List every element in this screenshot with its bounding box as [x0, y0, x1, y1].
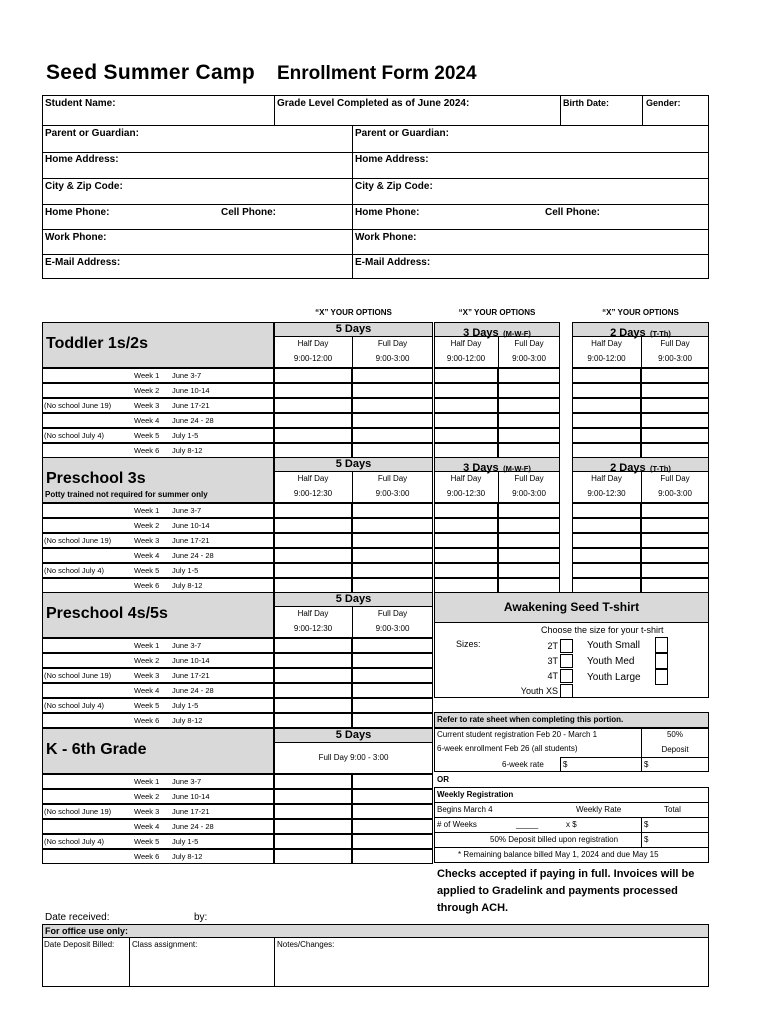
toddler-2day-half-checkbox[interactable]: [572, 428, 641, 443]
pre3-half-day-checkbox[interactable]: [274, 533, 352, 548]
week-label: Week 5: [134, 837, 160, 846]
current-student-registration: Current student registration Feb 20 - March 1: [437, 730, 598, 739]
k6-full-day-checkbox-2[interactable]: [352, 774, 433, 789]
week-label: Week 4: [134, 686, 160, 695]
week-dates: June 3-7: [172, 777, 202, 786]
home-address-label: Home Address:: [45, 154, 119, 165]
week-dates: June 10-14: [172, 386, 210, 395]
toddler-3day-half-checkbox[interactable]: [434, 383, 498, 398]
home-address-label-2: Home Address:: [355, 154, 429, 165]
deposit-billed-label: 50% Deposit billed upon registration: [490, 835, 619, 844]
pre3-3day-full-label: Full Day: [514, 474, 544, 483]
tshirt-size-label: 3T: [547, 656, 558, 666]
weekly-registration-title: Weekly Registration: [437, 790, 514, 799]
total-label: Total: [664, 805, 681, 814]
tshirt-size-checkbox[interactable]: [560, 639, 573, 653]
week-dates: June 3-7: [172, 641, 202, 650]
week-label: Week 5: [134, 431, 160, 440]
pre45-half-day-checkbox[interactable]: [274, 638, 352, 653]
week-label: Week 6: [134, 581, 160, 590]
pre3-2day-half-checkbox[interactable]: [572, 518, 641, 533]
checks-note: Checks accepted if paying in full. Invoices will be applied to Gradelink and payments processed through ACH.: [437, 868, 695, 914]
week-label: Week 3: [134, 401, 160, 410]
pre3-3day-half-label: Half Day: [450, 474, 482, 483]
toddler-3day-full-checkbox[interactable]: [498, 443, 560, 458]
toddler-full-day-checkbox[interactable]: [352, 428, 433, 443]
pre3-3day-full-checkbox[interactable]: [498, 518, 560, 533]
pre45-full-day-checkbox[interactable]: [352, 638, 433, 653]
toddler-half-day-checkbox[interactable]: [274, 428, 352, 443]
tshirt-size-label: 2T: [547, 641, 558, 651]
k6-full-day-checkbox[interactable]: [274, 819, 352, 834]
cell-phone-label-2: Cell Phone:: [545, 207, 601, 218]
toddler-2day-label: 2 Days: [610, 327, 646, 339]
tshirt-youth-size-label: Youth Large: [587, 672, 641, 683]
pre3-3day-half-checkbox[interactable]: [434, 518, 498, 533]
week-dates: July 8-12: [172, 852, 203, 861]
toddler-2day-half-checkbox[interactable]: [572, 443, 641, 458]
k6-full-day-checkbox-2[interactable]: [352, 804, 433, 819]
k6-full-day-checkbox-2[interactable]: [352, 789, 433, 804]
notes-changes-label: Notes/Changes:: [277, 940, 335, 949]
pre3-2day-full-label: Full Day: [660, 474, 690, 483]
toddler-3day-full-checkbox[interactable]: [498, 413, 560, 428]
email-label: E-Mail Address:: [45, 257, 121, 268]
tshirt-size-label: 4T: [547, 671, 558, 681]
pre3-2day-full-time: 9:00-3:00: [658, 489, 692, 498]
or-label: OR: [437, 775, 449, 784]
week-note: (No school June 19): [44, 807, 112, 816]
tshirt-size-checkbox[interactable]: [560, 669, 573, 683]
k6-full-day-time: Full Day 9:00 - 3:00: [318, 753, 389, 762]
k6-full-day-checkbox-2[interactable]: [352, 819, 433, 834]
week-label: Week 4: [134, 416, 160, 425]
toddler-2day-full-checkbox[interactable]: [641, 443, 709, 458]
pre3-3day-half-checkbox[interactable]: [434, 533, 498, 548]
city-zip-label: City & Zip Code:: [45, 181, 123, 192]
toddler-3day-full-checkbox[interactable]: [498, 368, 560, 383]
tshirt-youth-size-label: Youth Med: [587, 656, 635, 667]
pre3-2day-full-checkbox[interactable]: [641, 548, 709, 563]
week-dates: June 17-21: [172, 671, 210, 680]
pre45-full-day-checkbox[interactable]: [352, 683, 433, 698]
six-week-rate-field: $: [563, 760, 568, 769]
pre3-2day-full-checkbox[interactable]: [641, 503, 709, 518]
pre3-full-day-checkbox[interactable]: [352, 548, 433, 563]
toddler-2day-full-label: Full Day: [660, 339, 690, 348]
weekly-total-field: $: [644, 820, 649, 829]
week-label: Week 2: [134, 386, 160, 395]
toddler-2day-half-time: 9:00-12:00: [587, 354, 626, 363]
pre45-half-day-checkbox[interactable]: [274, 653, 352, 668]
toddler-3day-full-time: 9:00-3:00: [512, 354, 546, 363]
pre3-3day-full-checkbox[interactable]: [498, 578, 560, 593]
toddler-2day-days: (T-Th): [650, 329, 671, 338]
received-by-label: by:: [194, 912, 208, 923]
k6-program-title: K - 6th Grade: [46, 741, 147, 758]
pre45-full-day-checkbox[interactable]: [352, 698, 433, 713]
toddler-2day-full-time: 9:00-3:00: [658, 354, 692, 363]
week-label: Week 3: [134, 807, 160, 816]
tshirt-size-checkbox[interactable]: [560, 684, 573, 698]
tshirt-youth-size-label: Youth Small: [587, 640, 640, 651]
k6-5day-label: 5 Days: [335, 729, 372, 741]
week-label: Week 3: [134, 671, 160, 680]
pre45-full-day-label: Full Day: [377, 609, 408, 618]
toddler-3day-half-checkbox[interactable]: [434, 428, 498, 443]
toddler-full-day-checkbox[interactable]: [352, 398, 433, 413]
pre45-half-day-checkbox[interactable]: [274, 698, 352, 713]
toddler-half-day-checkbox[interactable]: [274, 413, 352, 428]
pre45-half-day-checkbox[interactable]: [274, 683, 352, 698]
pre3-full-day-checkbox[interactable]: [352, 533, 433, 548]
pre45-full-day-checkbox[interactable]: [352, 713, 433, 728]
toddler-half-day-label: Half Day: [297, 339, 329, 348]
week-note: (No school July 4): [44, 431, 105, 440]
remaining-balance-note: * Remaining balance billed May 1, 2024 and due May 15: [458, 850, 659, 859]
work-phone-label-2: Work Phone:: [355, 232, 417, 243]
student-name-label: Student Name:: [45, 98, 116, 109]
pre3-3day-days: (M-W-F): [503, 464, 531, 473]
pre3-full-day-label: Full Day: [377, 474, 408, 483]
toddler-2day-half-label: Half Day: [591, 339, 622, 348]
week-label: Week 4: [134, 822, 160, 831]
pre3-2day-full-checkbox[interactable]: [641, 518, 709, 533]
week-dates: June 10-14: [172, 792, 210, 801]
deposit-percent: 50%: [666, 730, 683, 739]
week-dates: June 17-21: [172, 807, 210, 816]
tshirt-youth-size-checkbox[interactable]: [655, 653, 668, 669]
toddler-2day-half-checkbox[interactable]: [572, 368, 641, 383]
pre3-half-day-checkbox[interactable]: [274, 578, 352, 593]
week-dates: June 24 - 28: [172, 416, 214, 425]
week-note: (No school June 19): [44, 671, 112, 680]
pre3-subtitle: Potty trained not required for summer only: [45, 490, 208, 499]
toddler-half-day-checkbox[interactable]: [274, 398, 352, 413]
pre3-2day-full-checkbox[interactable]: [641, 563, 709, 578]
pre3-half-day-checkbox[interactable]: [274, 563, 352, 578]
k6-full-day-checkbox[interactable]: [274, 849, 352, 864]
week-label: Week 6: [134, 852, 160, 861]
toddler-2day-full-checkbox[interactable]: [641, 428, 709, 443]
k6-full-day-checkbox[interactable]: [274, 834, 352, 849]
pre3-2day-half-checkbox[interactable]: [572, 578, 641, 593]
begins-label: Begins March 4: [437, 805, 493, 814]
pre3-half-day-checkbox[interactable]: [274, 503, 352, 518]
k6-full-day-checkbox[interactable]: [274, 804, 352, 819]
week-dates: July 1-5: [172, 701, 199, 710]
pre3-2day-half-checkbox[interactable]: [572, 563, 641, 578]
tshirt-title: Awakening Seed T-shirt: [503, 600, 640, 614]
week-label: Week 6: [134, 446, 160, 455]
week-label: Week 6: [134, 716, 160, 725]
pre3-2day-label: 2 Days: [610, 462, 646, 474]
week-label: Week 1: [134, 641, 160, 650]
week-dates: June 17-21: [172, 536, 210, 545]
week-dates: July 8-12: [172, 446, 203, 455]
k6-full-day-checkbox[interactable]: [274, 789, 352, 804]
pre3-full-day-checkbox[interactable]: [352, 518, 433, 533]
options-header-2day: “X” YOUR OPTIONS: [602, 308, 679, 317]
weekly-rate-label: Weekly Rate: [576, 805, 622, 814]
pre3-2day-half-checkbox[interactable]: [572, 548, 641, 563]
week-label: Week 1: [134, 506, 160, 515]
week-label: Week 4: [134, 551, 160, 560]
toddler-half-day-time: 9:00-12:00: [293, 354, 333, 363]
week-label: Week 2: [134, 521, 160, 530]
toddler-2day-full-checkbox[interactable]: [641, 398, 709, 413]
toddler-3day-full-checkbox[interactable]: [498, 428, 560, 443]
deposit-billed-field: $: [644, 835, 649, 844]
toddler-3day-full-label: Full Day: [514, 339, 544, 348]
pre45-full-day-checkbox[interactable]: [352, 668, 433, 683]
cell-phone-label: Cell Phone:: [221, 207, 277, 218]
week-dates: July 1-5: [172, 837, 199, 846]
date-received-label: Date received:: [45, 912, 110, 923]
toddler-3day-full-checkbox[interactable]: [498, 398, 560, 413]
toddler-2day-half-checkbox[interactable]: [572, 383, 641, 398]
pre3-3day-half-checkbox[interactable]: [434, 563, 498, 578]
toddler-3day-full-checkbox[interactable]: [498, 383, 560, 398]
week-dates: June 3-7: [172, 506, 202, 515]
office-use-header: [42, 924, 709, 938]
options-header-3day: “X” YOUR OPTIONS: [458, 308, 536, 317]
pre45-full-day-time: 9:00-3:00: [375, 624, 410, 633]
k6-full-day-checkbox-2[interactable]: [352, 849, 433, 864]
week-dates: June 24 - 28: [172, 551, 214, 560]
pre45-half-day-checkbox[interactable]: [274, 713, 352, 728]
date-deposit-billed-label: Date Deposit Billed:: [44, 940, 115, 949]
week-dates: June 17-21: [172, 401, 210, 410]
parent-guardian-label-2: Parent or Guardian:: [355, 128, 449, 139]
toddler-full-day-checkbox[interactable]: [352, 413, 433, 428]
deposit-label: Deposit: [661, 745, 689, 754]
pre3-3day-half-checkbox[interactable]: [434, 578, 498, 593]
pre3-half-day-label: Half Day: [297, 474, 329, 483]
week-dates: July 1-5: [172, 566, 199, 575]
toddler-5day-label: 5 Days: [335, 323, 372, 335]
toddler-3day-days: (M-W-F): [503, 329, 531, 338]
pre3-3day-full-checkbox[interactable]: [498, 548, 560, 563]
toddler-2day-half-checkbox[interactable]: [572, 398, 641, 413]
pre3-5day-label: 5 Days: [335, 458, 372, 470]
grade-level-label: Grade Level Completed as of June 2024:: [277, 98, 470, 109]
six-week-rate-label: 6-week rate: [502, 760, 544, 769]
pre3-half-day-time: 9:00-12:30: [293, 489, 333, 498]
k6-full-day-checkbox-2[interactable]: [352, 834, 433, 849]
tshirt-choose-size: Choose the size for your t-shirt: [541, 625, 664, 635]
week-label: Week 1: [134, 777, 160, 786]
pre3-2day-full-checkbox[interactable]: [641, 578, 709, 593]
tshirt-youth-size-checkbox[interactable]: [655, 637, 668, 653]
week-label: Week 2: [134, 656, 160, 665]
toddler-3day-half-label: Half Day: [450, 339, 482, 348]
options-header-5day: “X” YOUR OPTIONS: [315, 308, 392, 317]
pre3-half-day-checkbox[interactable]: [274, 548, 352, 563]
parent-guardian-label: Parent or Guardian:: [45, 128, 139, 139]
week-note: (No school June 19): [44, 401, 112, 410]
toddler-2day-half-checkbox[interactable]: [572, 413, 641, 428]
pre3-3day-half-checkbox[interactable]: [434, 548, 498, 563]
week-note: (No school July 4): [44, 701, 105, 710]
pre3-2day-half-checkbox[interactable]: [572, 503, 641, 518]
week-dates: June 10-14: [172, 656, 210, 665]
week-dates: July 8-12: [172, 581, 203, 590]
pre3-full-day-checkbox[interactable]: [352, 578, 433, 593]
city-zip-label-2: City & Zip Code:: [355, 181, 433, 192]
week-label: Week 3: [134, 536, 160, 545]
pre3-2day-half-time: 9:00-12:30: [587, 489, 626, 498]
pre3-program-title: Preschool 3s: [46, 470, 146, 487]
week-note: (No school July 4): [44, 837, 105, 846]
pre3-3day-full-checkbox[interactable]: [498, 503, 560, 518]
six-week-enrollment: 6-week enrollment Feb 26 (all students): [437, 744, 578, 753]
pre45-half-day-checkbox[interactable]: [274, 668, 352, 683]
tshirt-youth-size-checkbox[interactable]: [655, 669, 668, 685]
number-of-weeks-blank: _____: [516, 820, 539, 829]
week-dates: June 10-14: [172, 521, 210, 530]
k6-full-day-checkbox[interactable]: [274, 774, 352, 789]
toddler-2day-full-checkbox[interactable]: [641, 368, 709, 383]
week-dates: July 1-5: [172, 431, 199, 440]
week-label: Week 5: [134, 566, 160, 575]
toddler-full-day-time: 9:00-3:00: [375, 354, 410, 363]
pre45-half-day-label: Half Day: [297, 609, 329, 618]
toddler-3day-label: 3 Days: [463, 327, 499, 339]
pre3-3day-full-time: 9:00-3:00: [512, 489, 546, 498]
pre3-3day-half-checkbox[interactable]: [434, 503, 498, 518]
pre3-2day-half-label: Half Day: [591, 474, 622, 483]
email-label-2: E-Mail Address:: [355, 257, 431, 268]
rates-header: Refer to rate sheet when completing this portion.: [437, 715, 624, 724]
week-note: (No school July 4): [44, 566, 105, 575]
pre3-3day-half-time: 9:00-12:30: [446, 489, 486, 498]
gender-label: Gender:: [646, 98, 681, 108]
toddler-half-day-checkbox[interactable]: [274, 383, 352, 398]
pre3-full-day-checkbox[interactable]: [352, 503, 433, 518]
week-label: Week 5: [134, 701, 160, 710]
pre3-2day-full-checkbox[interactable]: [641, 533, 709, 548]
toddler-3day-half-checkbox[interactable]: [434, 443, 498, 458]
toddler-full-day-checkbox[interactable]: [352, 368, 433, 383]
toddler-full-day-checkbox[interactable]: [352, 383, 433, 398]
pre3-3day-full-checkbox[interactable]: [498, 563, 560, 578]
toddler-3day-label-wrap: [434, 324, 560, 340]
week-label: Week 1: [134, 371, 160, 380]
pre45-full-day-checkbox[interactable]: [352, 653, 433, 668]
pre3-3day-label: 3 Days: [463, 462, 499, 474]
office-use-title: For office use only:: [45, 926, 129, 936]
toddler-half-day-checkbox[interactable]: [274, 368, 352, 383]
week-dates: June 24 - 28: [172, 822, 214, 831]
number-of-weeks-label: # of Weeks: [437, 820, 477, 829]
toddler-program-title: Toddler 1s/2s: [46, 335, 148, 352]
pre45-5day-label: 5 Days: [335, 593, 372, 605]
camp-title: Seed Summer Camp: [46, 61, 256, 84]
birth-date-label: Birth Date:: [563, 98, 610, 108]
sizes-label: Sizes:: [456, 639, 481, 649]
toddler-full-day-checkbox[interactable]: [352, 443, 433, 458]
toddler-3day-half-checkbox[interactable]: [434, 413, 498, 428]
pre3-half-day-checkbox[interactable]: [274, 518, 352, 533]
toddler-half-day-checkbox[interactable]: [274, 443, 352, 458]
toddler-full-day-label: Full Day: [377, 339, 408, 348]
pre3-2day-half-checkbox[interactable]: [572, 533, 641, 548]
tshirt-size-checkbox[interactable]: [560, 654, 573, 668]
six-week-deposit-field: $: [644, 760, 649, 769]
home-phone-label: Home Phone:: [45, 207, 110, 218]
pre3-full-day-time: 9:00-3:00: [375, 489, 410, 498]
toddler-3day-half-checkbox[interactable]: [434, 398, 498, 413]
tshirt-size-label: Youth XS: [520, 686, 558, 696]
pre3-3day-full-checkbox[interactable]: [498, 533, 560, 548]
pre3-2day-days: (T-Th): [650, 464, 671, 473]
toddler-3day-half-time: 9:00-12:00: [446, 354, 486, 363]
week-label: Week 2: [134, 792, 160, 801]
pre3-full-day-checkbox[interactable]: [352, 563, 433, 578]
toddler-3day-half-checkbox[interactable]: [434, 368, 498, 383]
week-dates: June 3-7: [172, 371, 202, 380]
week-note: (No school June 19): [44, 536, 112, 545]
pre45-program-title: Preschool 4s/5s: [46, 605, 168, 622]
week-dates: June 24 - 28: [172, 686, 214, 695]
pre3-3day-label-wrap: [434, 459, 560, 475]
toddler-2day-full-checkbox[interactable]: [641, 383, 709, 398]
class-assignment-label: Class assignment:: [132, 940, 198, 949]
week-dates: July 8-12: [172, 716, 203, 725]
toddler-2day-full-checkbox[interactable]: [641, 413, 709, 428]
work-phone-label: Work Phone:: [45, 232, 107, 243]
weekly-rate-field: x $: [566, 820, 577, 829]
pre45-half-day-time: 9:00-12:30: [293, 624, 333, 633]
home-phone-label-2: Home Phone:: [355, 207, 420, 218]
form-title: Enrollment Form 2024: [277, 63, 477, 84]
